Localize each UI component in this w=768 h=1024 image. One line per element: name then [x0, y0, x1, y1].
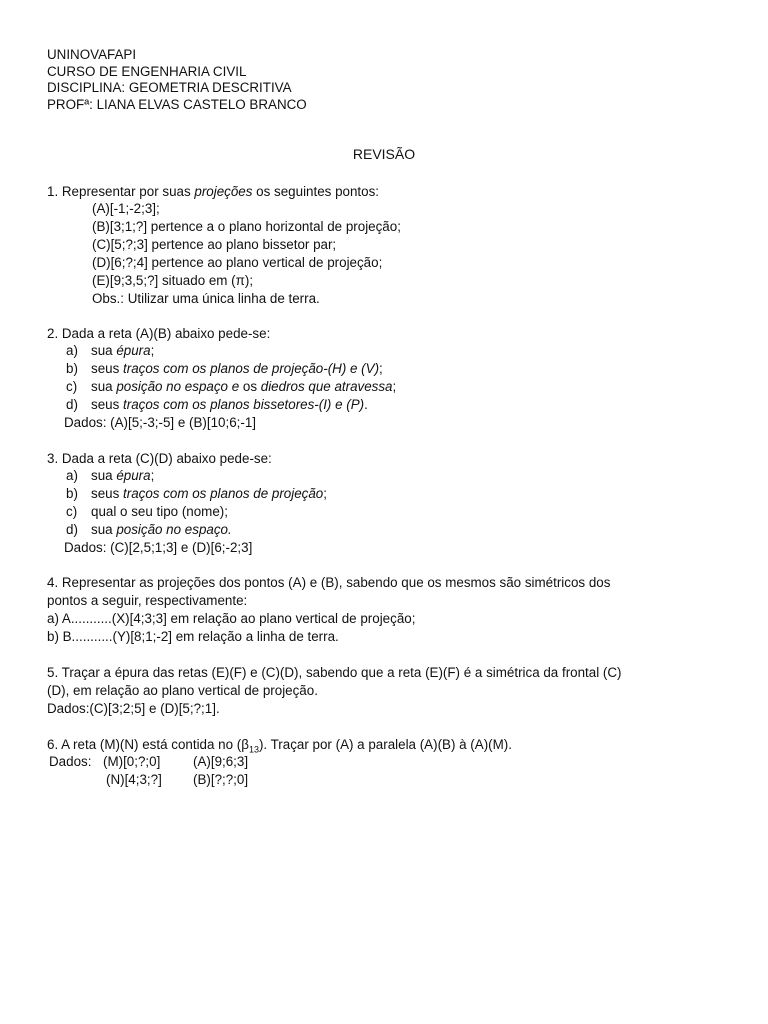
q1-item-c: (C)[5;?;3] pertence ao plano bissetor par; — [92, 237, 337, 252]
q2-item-d: d) seus traços com os planos bissetores-(I) e (P). — [66, 397, 368, 412]
professor-name: PROFª: LIANA ELVAS CASTELO BRANCO — [47, 97, 307, 112]
q3-item-b: b) seus traços com os planos de projeção; — [66, 486, 327, 501]
q6-point-a: (A)[9;6;3] — [193, 754, 249, 769]
q5-data: Dados:(C)[3;2;5] e (D)[5;?;1]. — [47, 701, 220, 716]
q6-point-n: (N)[4;3;?] — [106, 772, 162, 787]
q6-point-m: (M)[0;?;0] — [103, 754, 161, 769]
q5-line-2: (D), em relação ao plano vertical de projeção. — [47, 683, 318, 698]
q4-line-2: pontos a seguir, respectivamente: — [47, 593, 248, 608]
q3-item-a: a) sua épura; — [66, 468, 155, 483]
q3-data: Dados: (C)[2,5;1;3] e (D)[6;-2;3] — [64, 540, 253, 555]
q4-item-b: b) B...........(Y)[8;1;-2] em relação a linha de terra. — [47, 629, 339, 644]
q5-line-1: 5. Traçar a épura das retas (E)(F) e (C)(D), sabendo que a reta (E)(F) é a simétrica da frontal (C) — [47, 665, 622, 680]
page-title: REVISÃO — [352, 146, 416, 162]
institution-name: UNINOVAFAPI — [47, 47, 137, 62]
q1-item-d: (D)[6;?;4] pertence ao plano vertical de projeção; — [92, 255, 383, 270]
course-name: CURSO DE ENGENHARIA CIVIL — [47, 64, 247, 79]
q4-item-a: a) A...........(X)[4;3;3] em relação ao plano vertical de projeção; — [47, 611, 416, 626]
q3-intro: 3. Dada a reta (C)(D) abaixo pede-se: — [47, 451, 272, 466]
q3-item-d: d) sua posição no espaço. — [66, 522, 232, 537]
q2-data: Dados: (A)[5;-3;-5] e (B)[10;6;-1] — [64, 415, 257, 430]
q2-item-a: a) sua épura; — [66, 343, 155, 358]
q1-observation: Obs.: Utilizar uma única linha de terra. — [92, 291, 320, 306]
q2-item-b: b) seus traços com os planos de projeção-(H) e (V); — [66, 361, 383, 376]
q1-item-e: (E)[9;3,5;?] situado em (π); — [92, 273, 254, 288]
q1-item-a: (A)[-1;-2;3]; — [92, 201, 160, 216]
q1-item-b: (B)[3;1;?] pertence a o plano horizontal de projeção; — [92, 219, 401, 234]
q2-intro: 2. Dada a reta (A)(B) abaixo pede-se: — [47, 326, 271, 341]
q6-point-b: (B)[?;?;0] — [193, 772, 249, 787]
q6-statement: 6. A reta (M)(N) está contida no $(\beta_{13})$. Traçar por (A) a paralela (A)(B) à (A)(M). — [47, 737, 512, 755]
q1-intro: 1. Representar por suas projeções os seguintes pontos: — [47, 184, 380, 199]
q3-item-c: c) qual o seu tipo (nome); — [66, 504, 228, 519]
q4-line-1: 4. Representar as projeções dos pontos (A) e (B), sabendo que os mesmos são simétricos dos — [47, 575, 611, 590]
q6-data-label: Dados: — [49, 754, 92, 769]
discipline-name: DISCIPLINA: GEOMETRIA DESCRITIVA — [47, 80, 292, 95]
q2-item-c: c) sua posição no espaço e os diedros que atravessa; — [66, 379, 397, 394]
